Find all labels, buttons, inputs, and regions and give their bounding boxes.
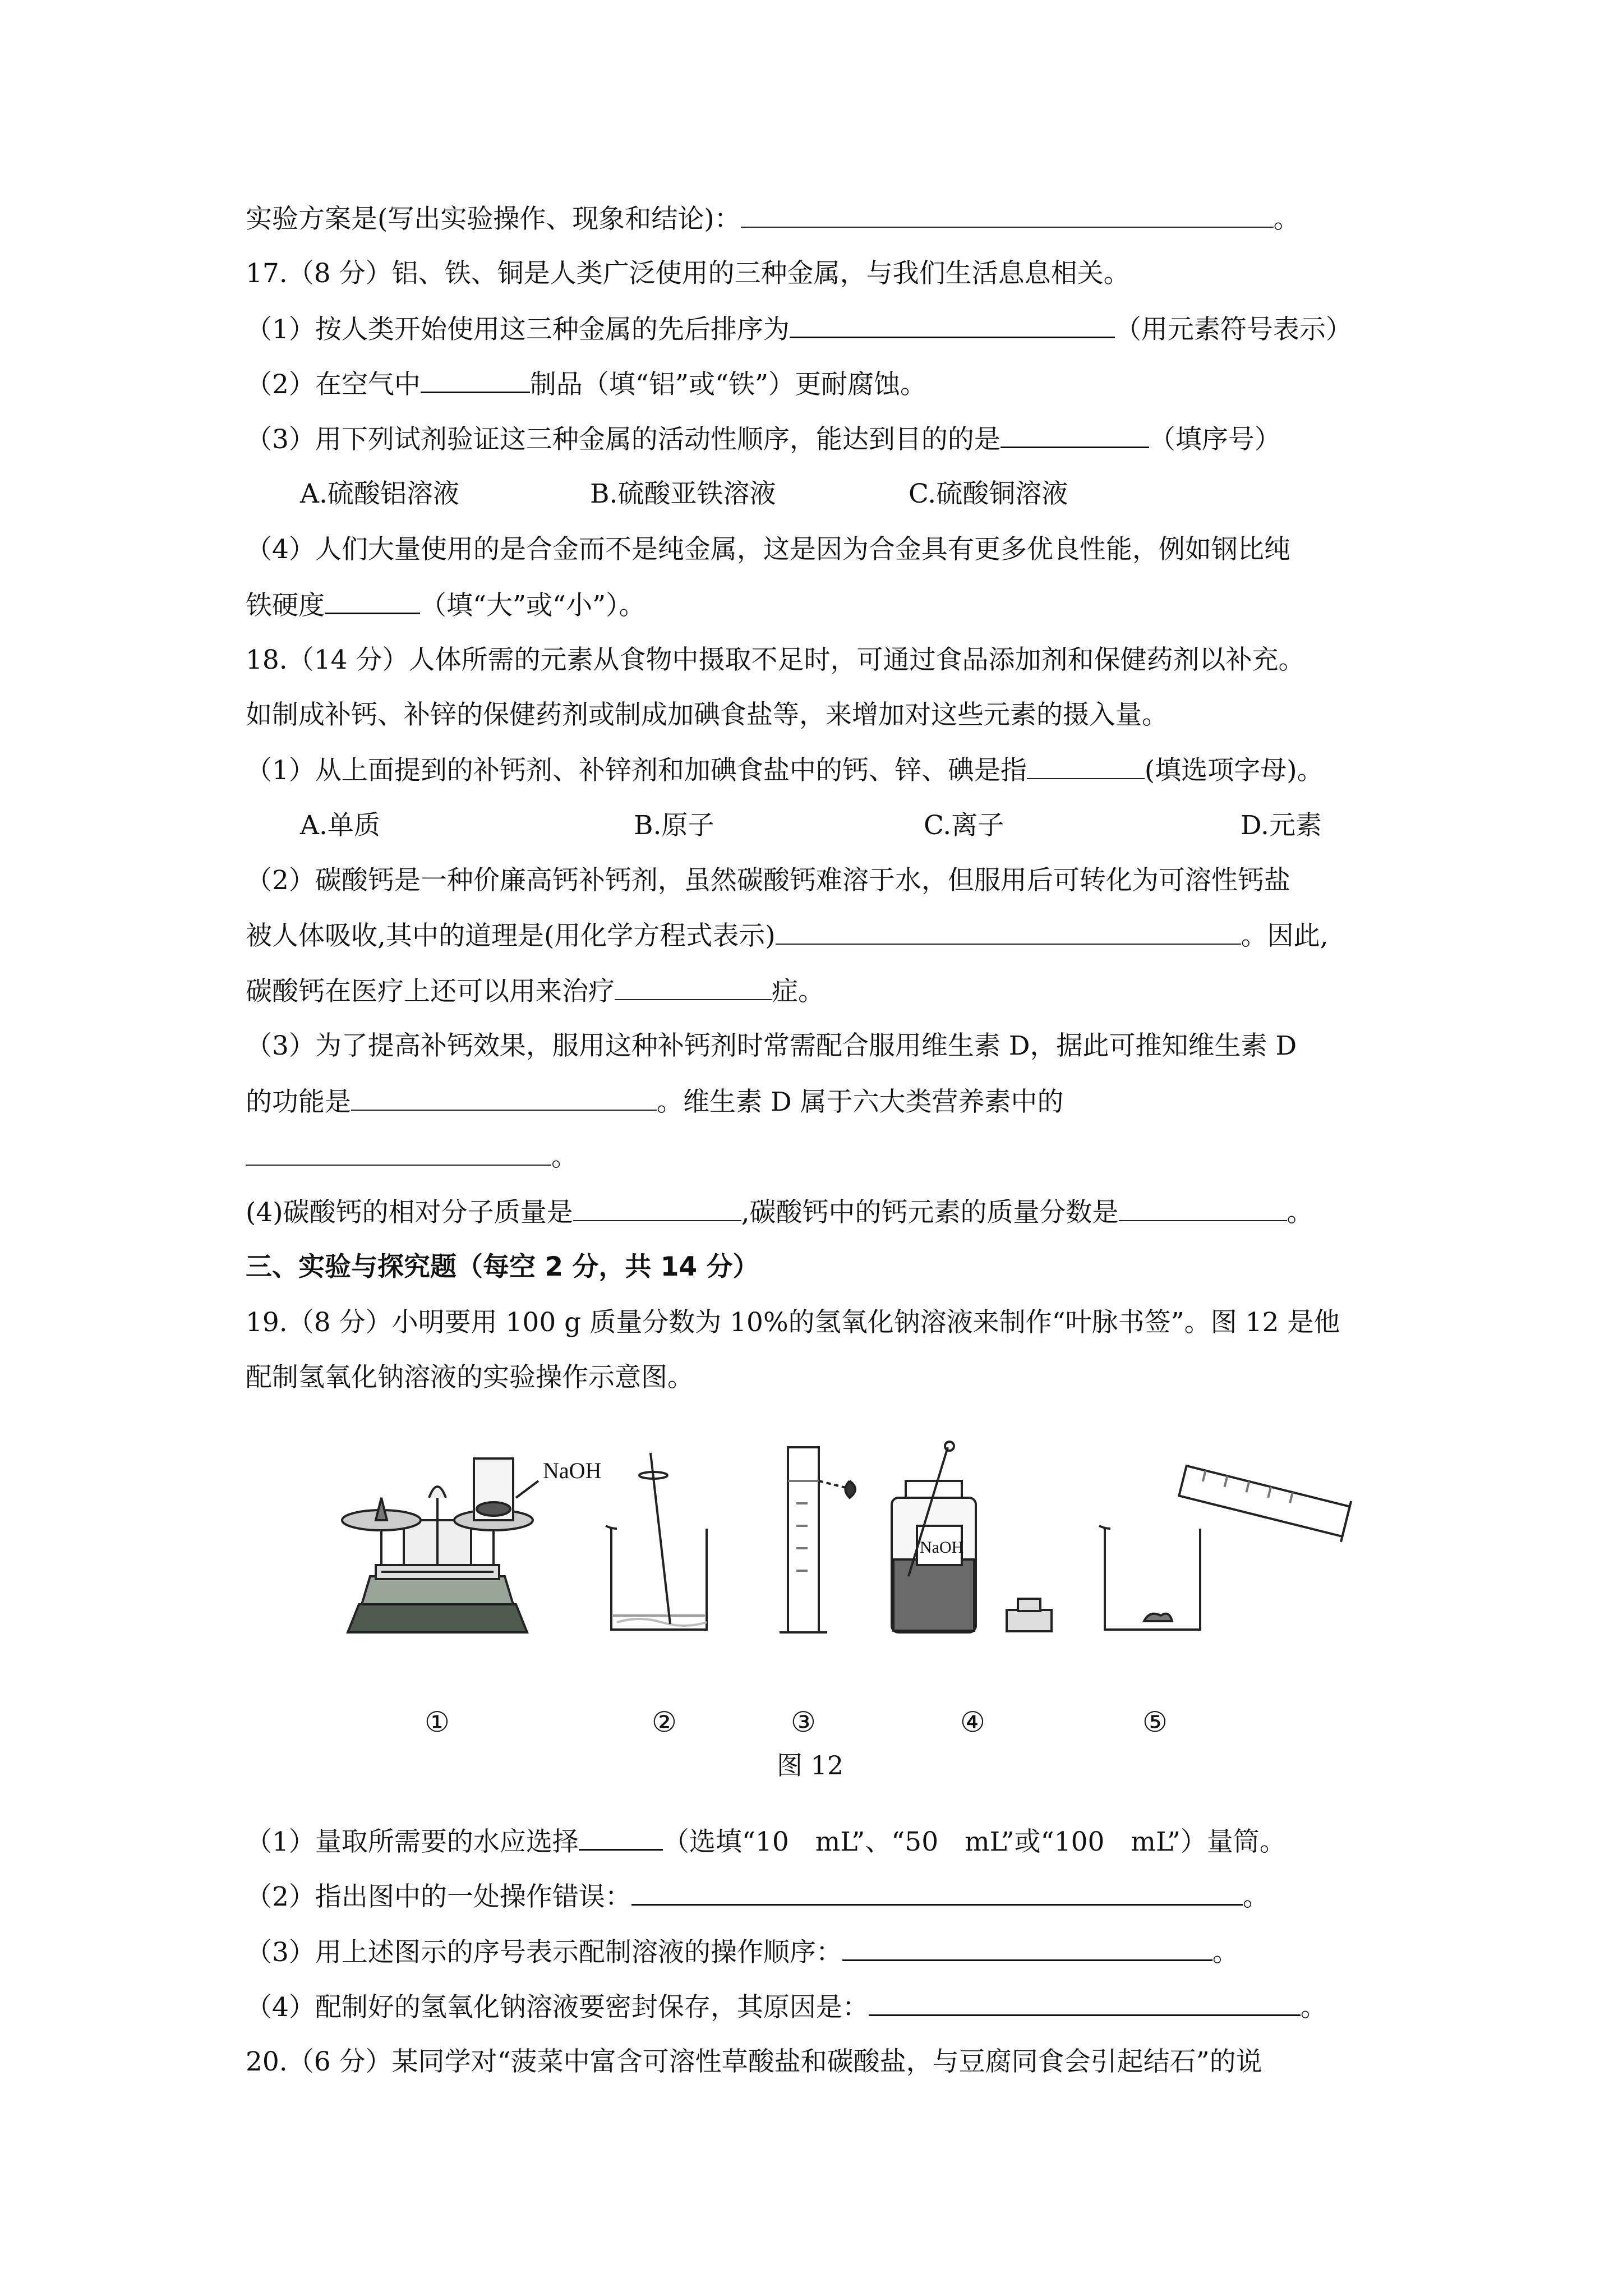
answer-blank[interactable] [1000,422,1149,448]
question-18-part-2-cont: 被人体吸收,其中的道理是(用化学方程式表示) 。因此, [246,919,1329,953]
question-18-part-3-cont2: 。 [246,1140,578,1174]
answer-blank[interactable] [325,588,420,614]
option-18-d: D.元素 [1241,810,1322,841]
section-3-heading: 三、实验与探究题（每空 2 分，共 14 分） [246,1251,759,1282]
question-19-part-4: （4）配制好的氢氧化钠溶液要密封保存，其原因是： 。 [246,1990,1327,2024]
question-18-part-1: （1）从上面提到的补钙剂、补锌剂和加碘食盐中的钙、锌、碘是指 (填选项字母)。 [246,753,1324,788]
step-label-2: ② [652,1706,677,1738]
answer-blank[interactable] [421,367,530,393]
answer-blank[interactable] [1027,753,1145,779]
question-18-part-2: （2）碳酸钙是一种价廉高钙补钙剂，虽然碳酸钙难溶于水，但服用后可转化为可溶性钙盐 [246,865,1290,896]
answer-blank[interactable] [776,919,1241,945]
question-17-part-1: （1）按人类开始使用这三种金属的先后排序为 （用元素符号表示） [246,312,1352,347]
answer-blank[interactable] [741,202,1274,228]
naoh-label: NaOH [543,1458,602,1483]
step-label-3: ③ [791,1706,816,1738]
answer-blank[interactable] [631,1879,1243,1906]
question-17-part-4: （4）人们大量使用的是合金而不是纯金属，这是因为合金具有更多优良性能，例如钢比纯 [246,534,1290,565]
option-18-c: C.离子 [924,810,1004,841]
option-17-a: A.硫酸铝溶液 [300,478,459,509]
answer-blank[interactable] [573,1195,741,1221]
question-17-part-3: （3）用下列试剂验证这三种金属的活动性顺序，能达到目的的是 （填序号） [246,422,1281,457]
answer-blank[interactable] [351,1085,657,1111]
answer-line-experiment-plan: 实验方案是(写出实验操作、现象和结论)： 。 [246,202,1300,236]
beaker-stirring-illustration [606,1453,707,1630]
reagent-jar-illustration [892,1442,1052,1632]
question-18-part-3-cont: 的功能是 。维生素 D 属于六大类营养素中的 [246,1085,1064,1119]
step-label-1: ① [425,1706,450,1738]
figure-12 [314,1436,1357,1660]
question-19-part-2: （2）指出图中的一处操作错误： 。 [246,1879,1269,1914]
figure-caption: 图 12 [777,1750,844,1780]
answer-blank[interactable] [246,1140,551,1166]
answer-blank[interactable] [790,312,1115,338]
step-label-4: ④ [960,1706,985,1738]
option-18-a: A.单质 [300,810,380,841]
option-17-b: B.硫酸亚铁溶液 [590,478,776,509]
answer-blank[interactable] [579,1824,663,1851]
option-18-b: B.原子 [634,810,714,841]
answer-blank[interactable] [1119,1195,1287,1221]
option-17-c: C.硫酸铜溶液 [909,478,1068,509]
answer-blank[interactable] [869,1990,1301,2016]
graduated-cylinder-illustration [780,1447,855,1632]
question-19-stem-cont: 配制氢氧化钠溶液的实验操作示意图。 [246,1362,694,1393]
question-19-stem: 19.（8 分）小明要用 100 g 质量分数为 10%的氢氧化钠溶液来制作“叶脉书签”。图 12 是他 [246,1307,1340,1338]
question-19-part-3: （3）用上述图示的序号表示配制溶液的操作顺序： 。 [246,1935,1239,1970]
jar-label: NaOH [920,1538,964,1557]
question-17-part-2: （2）在空气中 制品（填“铝”或“铁”）更耐腐蚀。 [246,367,926,402]
question-18-part-2-cont2: 碳酸钙在医疗上还可以用来治疗 症。 [246,974,824,1009]
answer-blank[interactable] [842,1935,1212,1961]
question-20-stem: 20.（6 分）某同学对“菠菜中富含可溶性草酸盐和碳酸盐，与豆腐同食会引起结石”的说 [246,2046,1262,2077]
step-label-5: ⑤ [1142,1706,1168,1738]
question-17-part-4-cont: 铁硬度 （填“大”或“小”）。 [246,588,645,623]
question-17-stem: 17.（8 分）铝、铁、铜是人类广泛使用的三种金属，与我们生活息息相关。 [246,258,1130,289]
question-18-stem: 18.（14 分）人体所需的元素从食物中摄取不足时，可通过食品添加剂和保健药剂以补充。 [246,645,1305,675]
pouring-illustration [1099,1460,1351,1630]
question-18-part-3: （3）为了提高补钙效果，服用这种补钙剂时常需配合服用维生素 D，据此可推知维生素 D [246,1030,1297,1061]
question-18-stem-cont: 如制成补钙、补锌的保健药剂或制成加碘食盐等，来增加对这些元素的摄入量。 [246,700,1168,730]
question-19-part-1: （1）量取所需要的水应选择 （选填“10 mL”、“50 mL”或“100 mL”）量筒。 [246,1824,1286,1859]
answer-blank[interactable] [615,974,772,1000]
question-18-part-4: (4)碳酸钙的相对分子质量是 ,碳酸钙中的钙元素的质量分数是 。 [246,1195,1313,1230]
balance-illustration [342,1458,538,1632]
